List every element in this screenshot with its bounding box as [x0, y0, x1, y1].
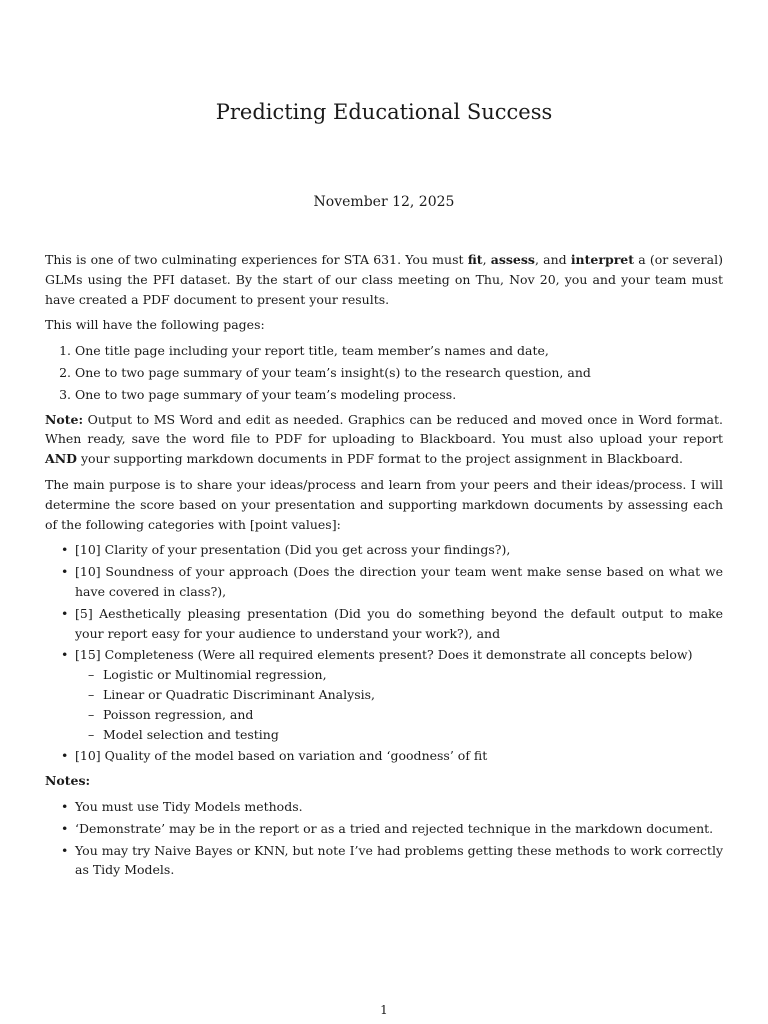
- list-item: • [10] Quality of the model based on variation and ‘goodness’ of fit: [75, 746, 723, 766]
- page-number: 1: [380, 1003, 388, 1017]
- concepts-list: [75, 665, 723, 744]
- list-item: • ‘Demonstrate’ may be in the report or as a tried and rejected technique in the markdown document.: [75, 819, 723, 839]
- list-item: 1. One title page including your report title, team member’s names and date,: [75, 341, 723, 361]
- list-item: • [5] Aesthetically pleasing presentation (Did you do something beyond the default output to make your report easy for your audience to understand your work?), and: [75, 604, 723, 644]
- pages-list: [45, 341, 723, 404]
- list-item: 3. One to two page summary of your team’s modeling process.: [75, 385, 723, 405]
- list-item: • [15] Completeness (Were all required elements present? Does it demonstrate all concepts below) – Logistic or Multinomial regression, – Linear or Quadratic Discriminant Analysis, – Poisson regression, and – Model selection and testing: [75, 645, 723, 744]
- list-item: • [10] Soundness of your approach (Does the direction your team went make sense based on what we have covered in class?),: [75, 562, 723, 602]
- pages-intro: This will have the following pages:: [45, 317, 265, 333]
- notes-heading: Notes:: [45, 773, 91, 789]
- list-item: – Logistic or Multinomial regression,: [103, 665, 723, 685]
- list-item: • [10] Clarity of your presentation (Did you get across your findings?),: [75, 540, 723, 560]
- purpose-paragraph: The main purpose is to share your ideas/process and learn from your peers and their ideas/process. I will determine the score based on your presentation and supporting markdown documents by assessing each of the following categories with [point values]:: [45, 476, 723, 532]
- list-item: – Linear or Quadratic Discriminant Analysis,: [103, 685, 723, 705]
- document-body: [45, 250, 723, 885]
- document-title: Predicting Educational Success: [215, 100, 553, 124]
- categories-list: [45, 540, 723, 766]
- document-date: November 12, 2025: [313, 194, 455, 210]
- notes-list: [45, 797, 723, 880]
- list-item: 2. One to two page summary of your team’s insight(s) to the research question, and: [75, 363, 723, 383]
- intro-paragraph: This is one of two culminating experiences for STA 631. You must fit, assess, and interpret a (or several) GLMs using the PFI dataset. By the start of our class meeting on Thu, Nov 20, you and your team must have created a PDF document to present your results.: [45, 252, 723, 307]
- list-item: – Model selection and testing: [103, 725, 723, 745]
- note-paragraph: Note: Output to MS Word and edit as needed. Graphics can be reduced and moved once in Word format. When ready, save the word file to PDF for uploading to Blackboard. You must also upload your report AND your supporting markdown documents in PDF format to the project assignment in Blackboard.: [45, 411, 723, 467]
- list-item: • You may try Naive Bayes or KNN, but note I’ve had problems getting these methods to work correctly as Tidy Models.: [75, 841, 723, 881]
- list-item: • You must use Tidy Models methods.: [75, 797, 723, 817]
- list-item: – Poisson regression, and: [103, 705, 723, 725]
